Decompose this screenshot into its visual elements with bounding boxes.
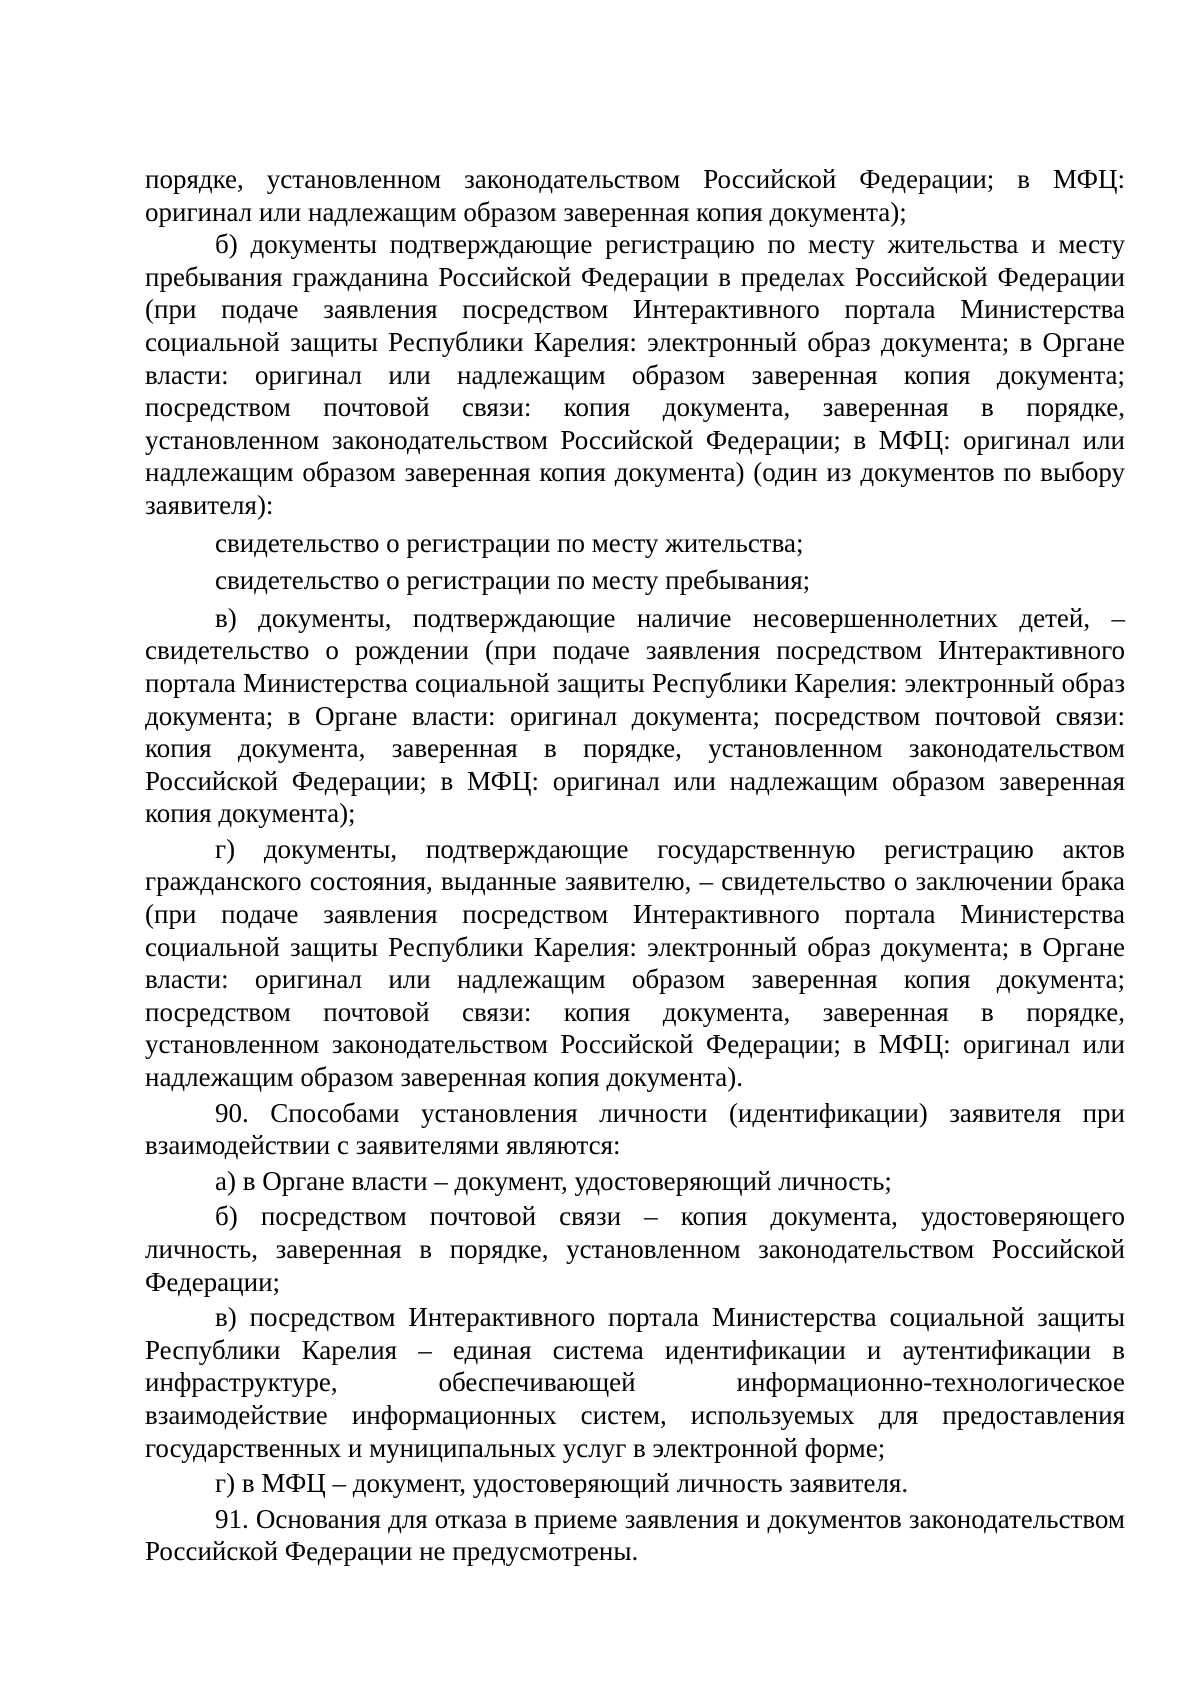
paragraph-clause-90-v: в) посредством Интерактивного портала Министерства социальной защиты Республики Карелия – единая система идентификации и аутентификации в инфраструктуре, обеспечивающей информационно-технологическое взаимодействие информационных систем, используемых для предоставления государственных и муниципальных услуг в электронной форме;: [145, 1302, 1125, 1463]
paragraph-clause-91: 91. Основания для отказа в приеме заявления и документов законодательством Российской Федерации не предусмотрены.: [145, 1503, 1125, 1567]
paragraph-residence-certificate: свидетельство о регистрации по месту жительства;: [215, 527, 804, 558]
paragraph-stay-certificate: свидетельство о регистрации по месту пребывания;: [215, 565, 811, 596]
paragraph-item-b: б) документы подтверждающие регистрацию по месту жительства и месту пребывания гражданина Российской Федерации в пределах Российской Федерации (при подаче заявления посредством Интерактивного портала Министерства социальной защиты Республики Карелия: электронный образ документа; в Органе власти: оригинал или надлежащим образом заверенная копия документа; посредством почтовой связи: копия документа, заверенная в порядке, установленном законодательством Российской Федерации; в МФЦ: оригинал или надлежащим образом заверенная копия документа) (один из документов по выбору заявителя):: [145, 229, 1125, 520]
paragraph-item-v: в) документы, подтверждающие наличие несовершеннолетних детей, – свидетельство о рождении (при подаче заявления посредством Интерактивного портала Министерства социальной защиты Республики Карелия: электронный образ документа; в Органе власти: оригинал документа; посредством почтовой связи: копия документа, заверенная в порядке, установленном законодательством Российской Федерации; в МФЦ: оригинал или надлежащим образом заверенная копия документа);: [145, 602, 1125, 829]
document-page: [145, 163, 1125, 1568]
paragraph-item-g: г) документы, подтверждающие государственную регистрацию актов гражданского состояния, выданные заявителю, – свидетельство о заключении брака (при подаче заявления посредством Интерактивного портала Министерства социальной защиты Республики Карелия: электронный образ документа; в Органе власти: оригинал или надлежащим образом заверенная копия документа; посредством почтовой связи: копия документа, заверенная в порядке, установленном законодательством Российской Федерации; в МФЦ: оригинал или надлежащим образом заверенная копия документа).: [145, 833, 1125, 1093]
paragraph-clause-90: 90. Способами установления личности (идентификации) заявителя при взаимодействии с заявителями являются:: [145, 1097, 1125, 1161]
paragraph-clause-90-b: б) посредством почтовой связи – копия документа, удостоверяющего личность, заверенная в порядке, установленном законодательством Российской Федерации;: [145, 1201, 1125, 1297]
paragraph-clause-90-a: а) в Органе власти – документ, удостоверяющий личность;: [215, 1165, 892, 1196]
paragraph-clause-90-g: г) в МФЦ – документ, удостоверяющий личность заявителя.: [215, 1468, 909, 1499]
paragraph-continuation: порядке, установленном законодательством Российской Федерации; в МФЦ: оригинал или надлежащим образом заверенная копия документа);: [145, 164, 1125, 227]
